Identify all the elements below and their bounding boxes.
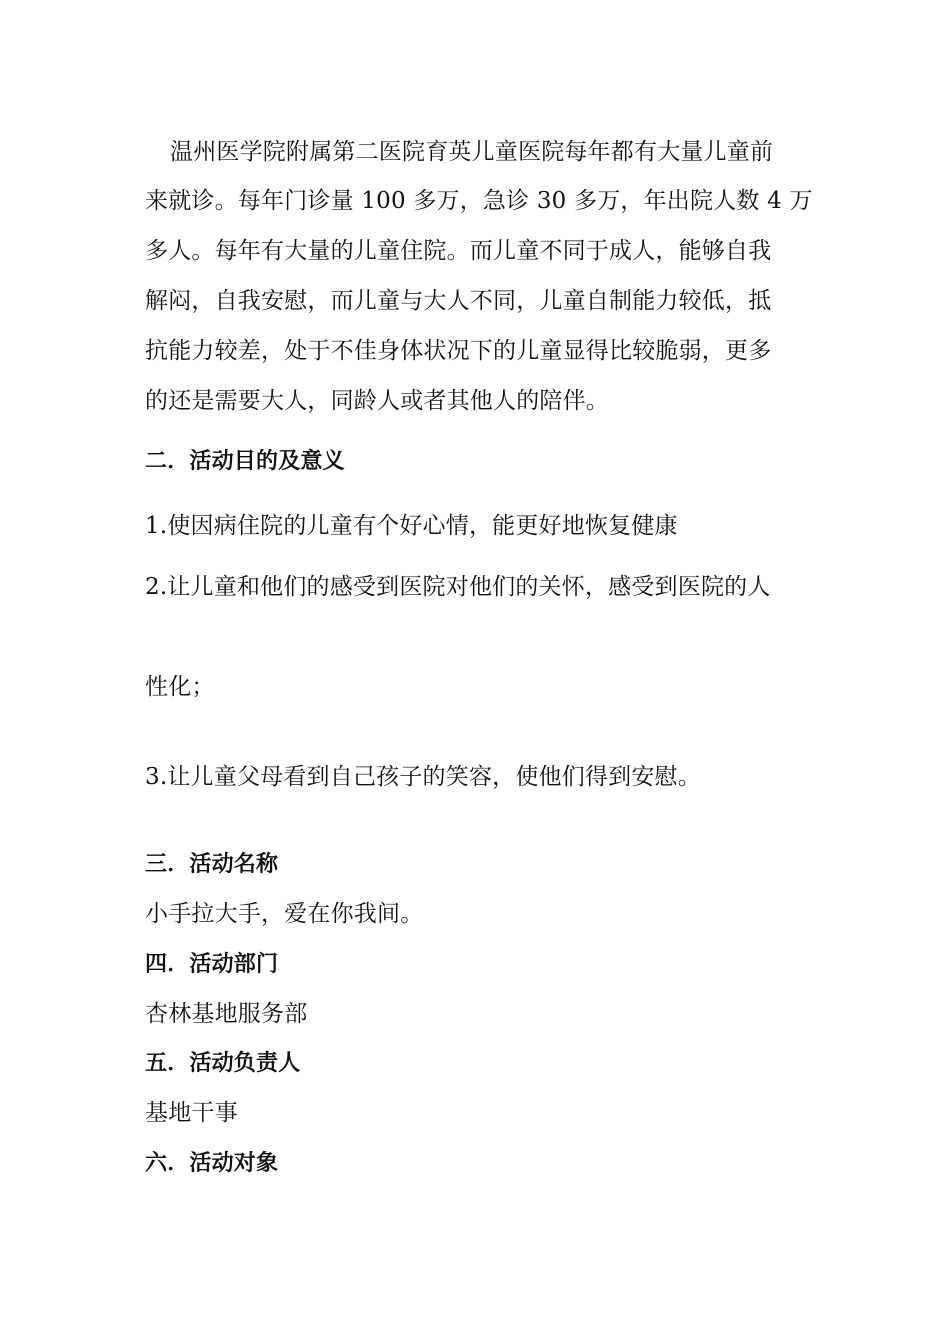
section-heading-purpose: 二．活动目的及意义 xyxy=(145,449,345,474)
intro-line-3: 多人。每年有大量的儿童住院。而儿童不同于成人，能够自我 xyxy=(145,238,772,264)
activity-name: 小手拉大手，爱在你我间。 xyxy=(145,901,424,927)
activity-responsible: 基地干事 xyxy=(145,1100,238,1126)
intro-line-6: 的还是需要大人，同龄人或者其他人的陪伴。 xyxy=(145,388,609,414)
purpose-item-2-line-2: 性化； xyxy=(145,674,215,700)
intro-line-5: 抗能力较差，处于不佳身体状况下的儿童显得比较脆弱，更多 xyxy=(145,338,772,364)
purpose-item-3: 3.让儿童父母看到自己孩子的笑容，使他们得到安慰。 xyxy=(145,764,701,790)
intro-line-1: 温州医学院附属第二医院育英儿童医院每年都有大量儿童前 xyxy=(170,139,774,165)
purpose-item-1: 1.使因病住院的儿童有个好心情，能更好地恢复健康 xyxy=(145,513,678,539)
section-heading-name: 三．活动名称 xyxy=(145,852,279,877)
activity-department: 杏林基地服务部 xyxy=(145,1001,308,1027)
section-heading-department: 四．活动部门 xyxy=(145,952,279,977)
purpose-item-2-line-1: 2.让儿童和他们的感受到医院对他们的关怀，感受到医院的人 xyxy=(145,574,771,600)
section-heading-responsible: 五．活动负责人 xyxy=(145,1051,301,1076)
intro-line-2: 来就诊。每年门诊量 100 多万，急诊 30 多万，年出院人数 4 万 xyxy=(145,188,813,214)
section-heading-target: 六．活动对象 xyxy=(145,1151,279,1176)
intro-line-4: 解闷，自我安慰，而儿童与大人不同，儿童自制能力较低，抵 xyxy=(145,288,772,314)
